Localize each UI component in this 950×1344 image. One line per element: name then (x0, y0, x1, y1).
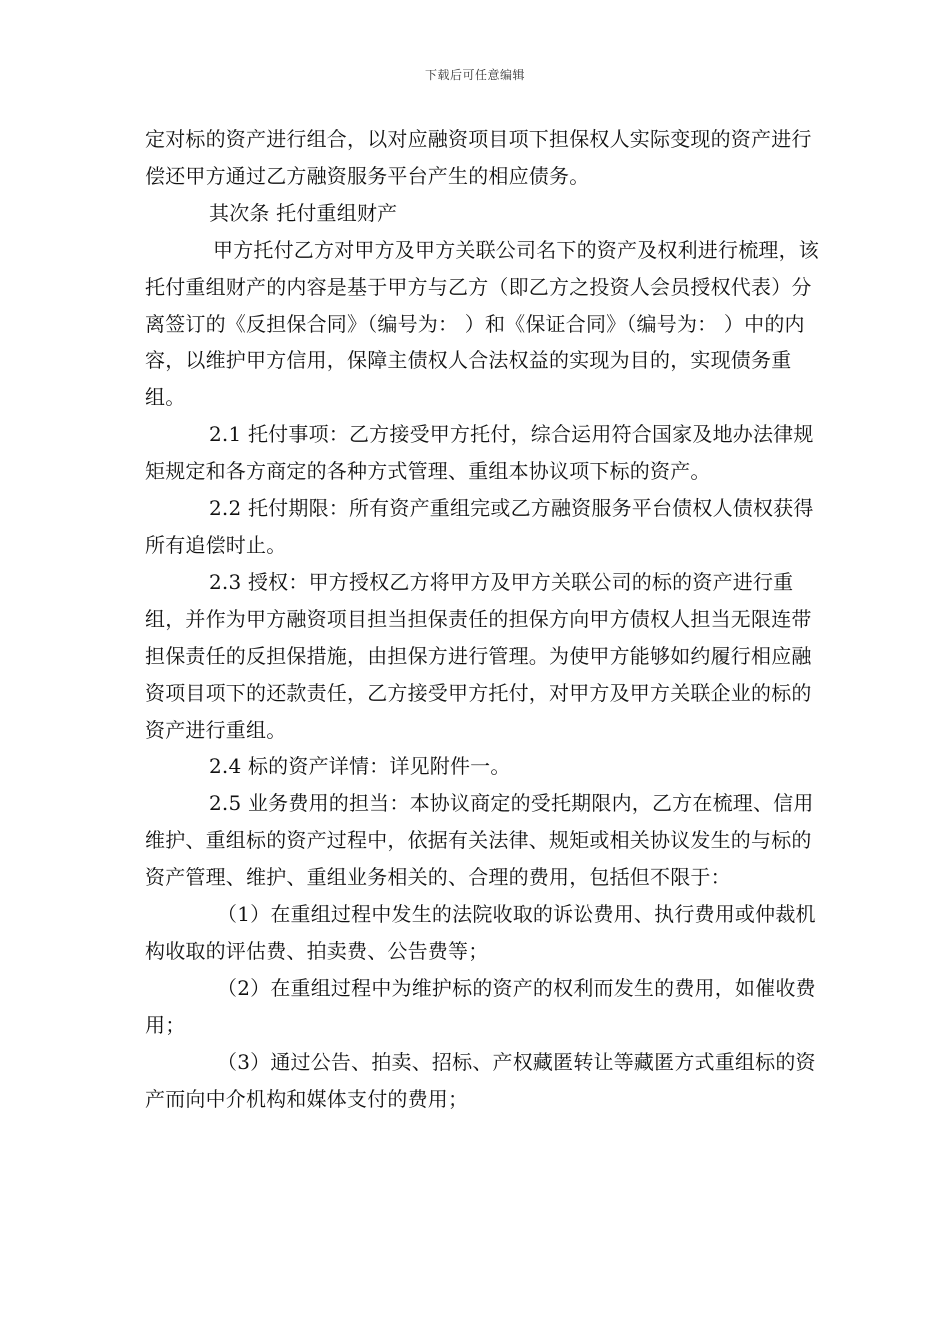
list-item-1: （1）在重组过程中发生的法院收取的诉讼费用、执行费用或仲裁机构收取的评估费、拍卖费、公告费等； (145, 902, 816, 963)
clause-2-1: 2.1 托付事项：乙方接受甲方托付，综合运用符合国家及地办法律规矩规定和各方商定的各种方式管理、重组本协议项下标的资产。 (145, 422, 814, 484)
clause-2-5: 2.5 业务费用的担当：本协议商定的受托期限内，乙方在梳理、信用维护、重组标的资产过程中，依据有关法律、规矩或相关协议发生的与标的资产管理、维护、重组业务相关的、合理的费用，包括但不限于： (145, 791, 814, 890)
section-heading-article-2: 其次条 托付重组财产 (209, 200, 398, 225)
list-item-3: （3）通过公告、拍卖、招标、产权藏匿转让等藏匿方式重组标的资产而向中介机构和媒体支付的费用； (145, 1049, 816, 1111)
clause-2-3: 2.3 授权：甲方授权乙方将甲方及甲方关联公司的标的资产进行重组，并作为甲方融资项目担当担保责任的担保方向甲方债权人担当无限连带担保责任的反担保措施，由担保方进行管理。为使甲方能够如约履行相应融资项目项下的还款责任，乙方接受甲方托付，对甲方及甲方关联企业的标的资产进行重组。 (145, 569, 812, 742)
paragraph-article-2-intro: 甲方托付乙方对甲方及甲方关联公司名下的资产及权利进行梳理，该托付重组财产的内容是基于甲方与乙方（即乙方之投资人会员授权代表）分离签订的《反担保合同》（编号为： ）和《保证合同》（编号为： ）中的内容，以维护甲方信用，保障主债权人合法权益的实现为目的，实现债务重组。 (145, 237, 819, 410)
clause-2-4: 2.4 标的资产详情：详见附件一。 (209, 754, 511, 779)
document-body (145, 121, 825, 1117)
clause-2-2: 2.2 托付期限：所有资产重组完或乙方融资服务平台债权人债权获得所有追偿时止。 (145, 496, 814, 557)
header-note: 下载后可任意编辑 (424, 68, 525, 82)
list-item-2: （2）在重组过程中为维护标的资产的权利而发生的费用，如催收费用； (145, 975, 816, 1037)
paragraph-continuation: 定对标的资产进行组合，以对应融资项目项下担保权人实际变现的资产进行偿还甲方通过乙方融资服务平台产生的相应债务。 (145, 127, 812, 188)
